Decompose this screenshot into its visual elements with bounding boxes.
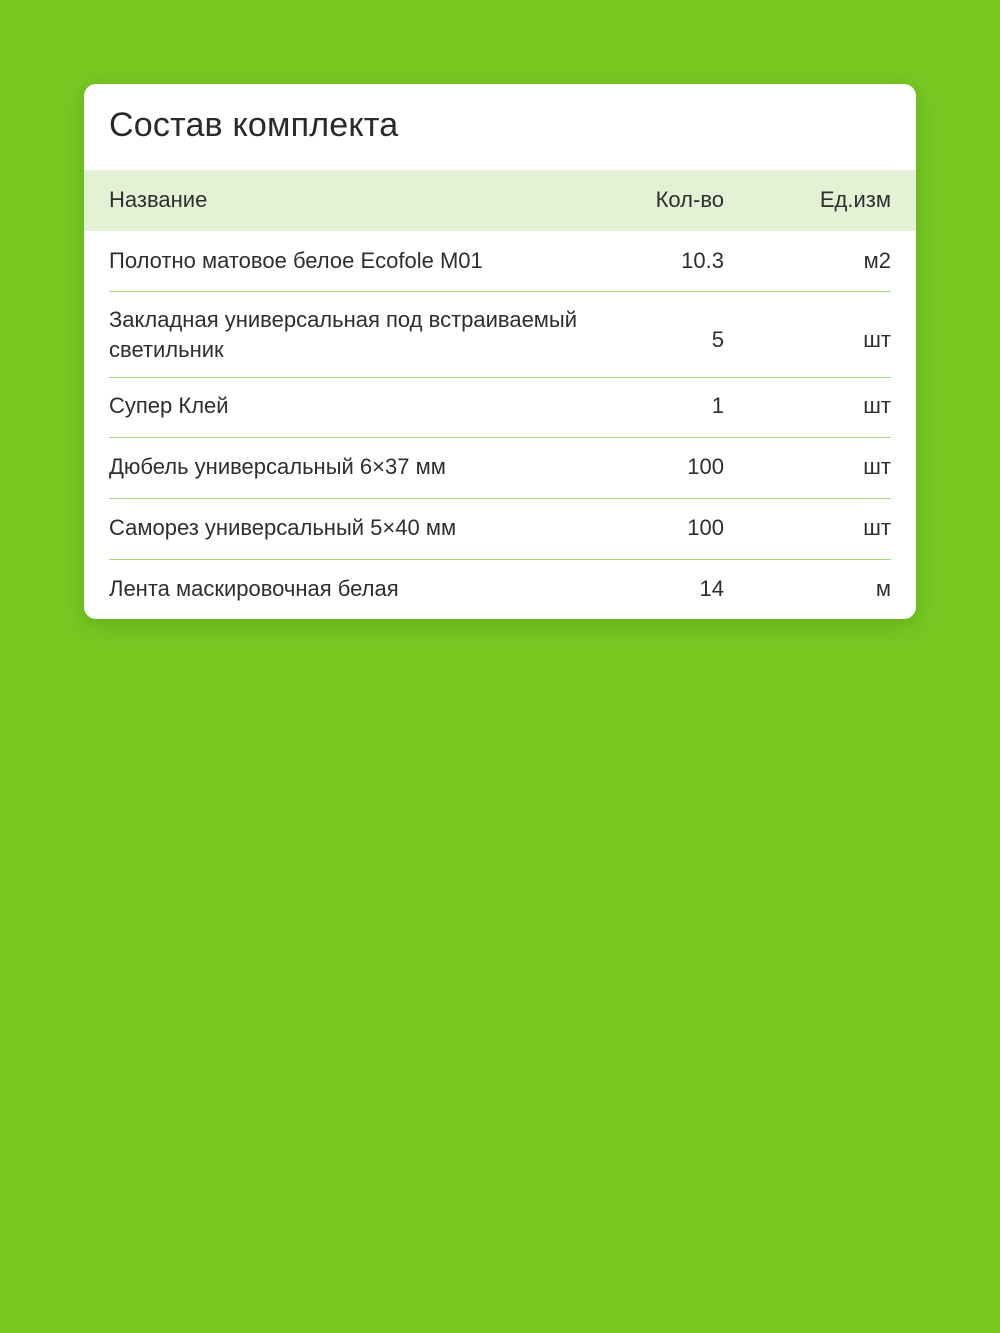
column-header-qty: Кол-во xyxy=(655,187,724,212)
table-row xyxy=(84,499,916,560)
item-qty: 100 xyxy=(687,454,724,479)
item-unit: шт xyxy=(863,327,891,352)
kit-contents-card xyxy=(84,84,916,619)
item-qty: 5 xyxy=(711,327,724,352)
table-row xyxy=(84,231,916,292)
table-row xyxy=(84,438,916,499)
table-row xyxy=(84,560,916,619)
item-unit: м xyxy=(875,576,891,601)
item-name: Закладная универсальная под встраиваемый светильник xyxy=(109,307,578,362)
column-header-name: Название xyxy=(109,187,208,212)
item-unit: шт xyxy=(863,515,891,540)
item-qty: 10.3 xyxy=(681,248,724,273)
item-unit: м2 xyxy=(863,248,891,273)
table-header-row xyxy=(84,170,916,231)
item-name: Дюбель универсальный 6×37 мм xyxy=(109,454,446,479)
item-name: Лента маскировочная белая xyxy=(109,576,399,601)
item-name: Полотно матовое белое Ecofole M01 xyxy=(109,248,483,273)
kit-contents-table xyxy=(84,170,916,619)
table-row xyxy=(84,292,916,378)
table-row xyxy=(84,378,916,438)
item-qty: 100 xyxy=(687,515,724,540)
item-name: Супер Клей xyxy=(109,393,229,418)
item-unit: шт xyxy=(863,393,891,418)
item-qty: 1 xyxy=(711,393,724,418)
item-qty: 14 xyxy=(699,576,724,601)
item-unit: шт xyxy=(863,454,891,479)
column-header-unit: Ед.изм xyxy=(819,187,891,212)
card-title: Состав комплекта xyxy=(109,106,399,144)
item-name: Саморез универсальный 5×40 мм xyxy=(109,515,457,540)
